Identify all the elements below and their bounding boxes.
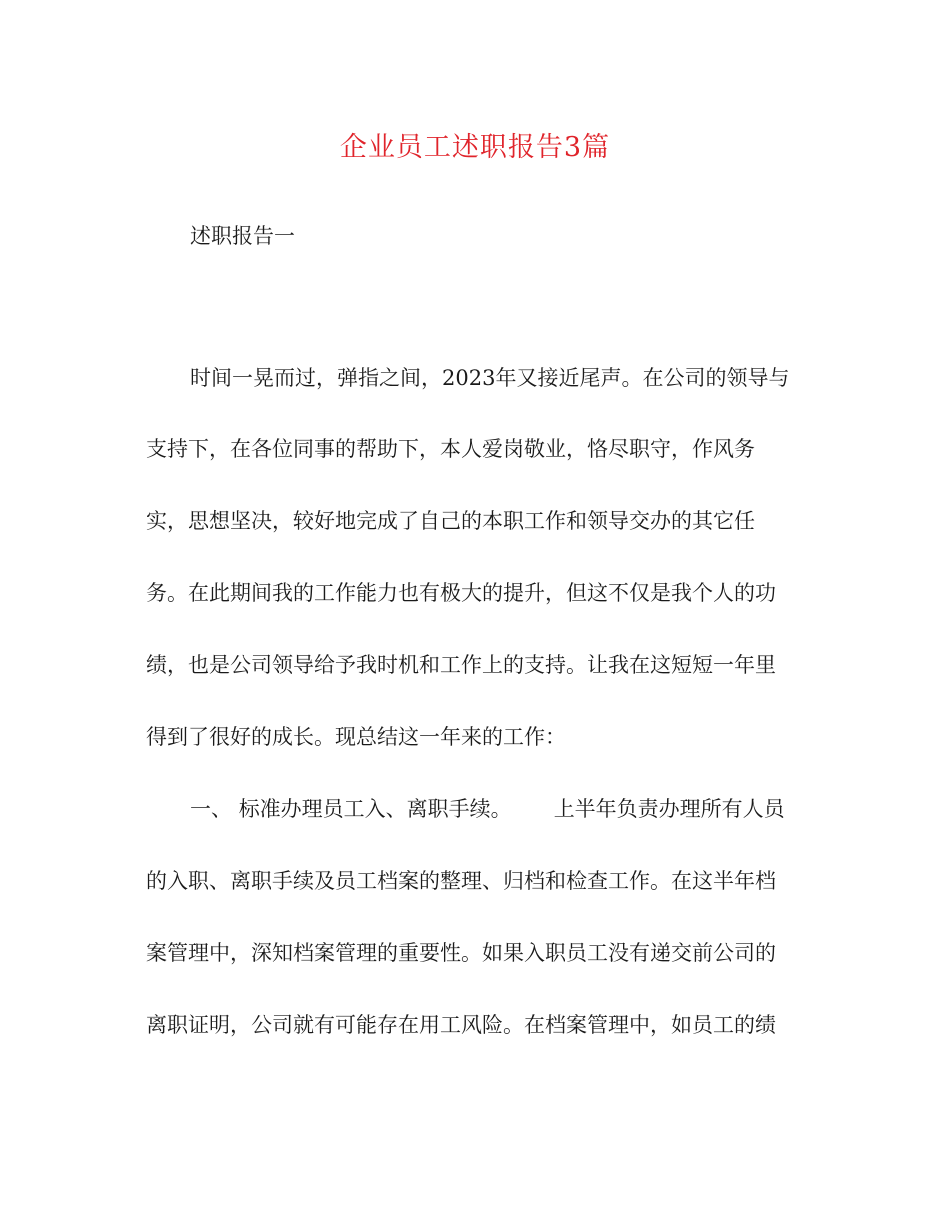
paragraph-line: 案管理中，深知档案管理的重要性。如果入职员工没有递交前公司的 <box>146 941 776 965</box>
paragraph-line: 离职证明，公司就有可能存在用工风险。在档案管理中，如员工的绩 <box>146 1013 776 1037</box>
paragraph-line: 得到了很好的成长。现总结这一年来的工作： <box>146 725 566 749</box>
paragraph-line: 支持下，在各位同事的帮助下，本人爱岗敬业，恪尽职守，作风务 <box>146 437 755 461</box>
paragraph-line: 务。在此期间我的工作能力也有极大的提升，但这不仅是我个人的功 <box>146 581 776 605</box>
paragraph-line: 的入职、离职手续及员工档案的整理、归档和检查工作。在这半年档 <box>146 869 776 893</box>
list-item-text: 上半年负责办理所有人员 <box>553 797 785 821</box>
paragraph-line: 实，思想坚决，较好地完成了自己的本职工作和领导交办的其它任 <box>146 509 755 533</box>
list-item-number: 一、 <box>190 797 232 821</box>
document-title: 企业员工述职报告3篇 <box>339 132 611 163</box>
section-heading: 述职报告一 <box>190 224 295 248</box>
paragraph-line: 绩，也是公司领导给予我时机和工作上的支持。让我在这短短一年里 <box>146 653 776 677</box>
paragraph-line: 时间一晃而过，弹指之间，2023年又接近尾声。在公司的领导与 <box>190 366 790 390</box>
list-item-heading <box>190 793 785 825</box>
list-item-title: 标准办理员工入、离职手续。 <box>238 797 512 821</box>
